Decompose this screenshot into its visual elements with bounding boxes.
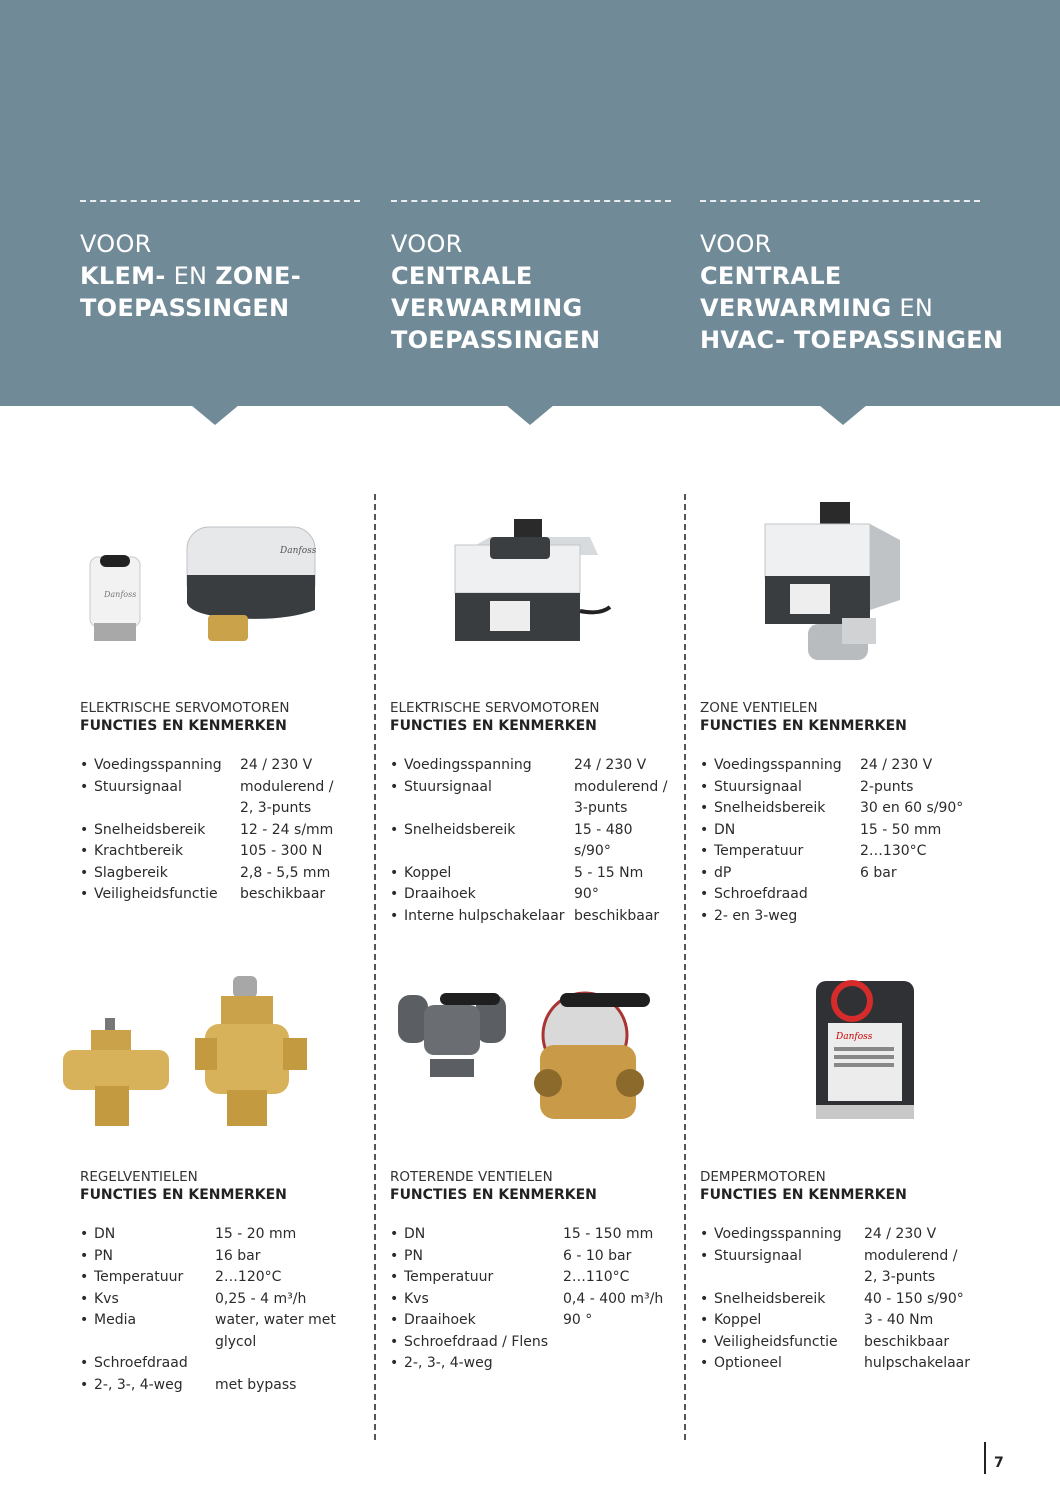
spec-label: Kvs — [94, 1290, 119, 1307]
spec-row — [80, 863, 360, 885]
spec-value: beschikbaar — [240, 886, 326, 902]
spec-list — [700, 755, 980, 927]
header-line — [391, 260, 671, 292]
rotary-servomotor-image — [450, 515, 620, 645]
header-column-hvac — [700, 200, 1004, 356]
dashed-rule — [391, 200, 671, 202]
header-line — [391, 228, 671, 260]
spec-value — [563, 1332, 670, 1354]
spec-value: 5 - 15 Nm — [574, 864, 644, 881]
bullet: • — [700, 1247, 709, 1264]
bullet: • — [700, 1355, 709, 1371]
column-divider-2 — [684, 494, 686, 1440]
spec-row — [700, 798, 980, 820]
spec-label: DN — [94, 1226, 116, 1242]
bullet: • — [700, 821, 709, 838]
bullet: • — [390, 886, 399, 902]
zone-valve-image — [760, 500, 920, 670]
product-category: REGELVENTIELEN — [80, 1169, 198, 1185]
spec-value: glycol — [215, 1333, 257, 1350]
bullet: • — [390, 1247, 399, 1264]
spec-label: Media — [94, 1312, 137, 1328]
features-heading: FUNCTIES EN KENMERKEN — [390, 718, 597, 734]
spec-value: beschikbaar — [864, 1333, 950, 1350]
spec-label: Schroefdraad — [714, 886, 808, 902]
dashed-rule — [700, 200, 980, 202]
spec-label: 2-, 3-, 4-weg — [94, 1376, 183, 1393]
spec-row — [700, 1289, 980, 1311]
header-word: KLEM- — [80, 262, 166, 290]
bullet: • — [390, 1333, 399, 1350]
spec-row — [390, 755, 670, 777]
dashed-rule — [80, 200, 360, 202]
bullet: • — [390, 907, 399, 924]
svg-text:Danfoss: Danfoss — [280, 546, 317, 556]
spec-list — [700, 1224, 980, 1375]
header-column-klem-zone — [80, 200, 360, 324]
spec-row — [80, 1353, 360, 1375]
bullet: • — [700, 1226, 709, 1242]
header-word: VOOR — [700, 230, 772, 258]
header-line — [80, 292, 360, 324]
spec-value: beschikbaar — [574, 907, 660, 924]
bullet: • — [80, 821, 89, 838]
spec-value: 2…130°C — [860, 843, 927, 859]
spec-row — [80, 1375, 360, 1397]
spec-label: Stuursignaal — [94, 778, 182, 795]
spec-row — [80, 1332, 360, 1354]
bullet: • — [80, 1355, 89, 1371]
spec-value: 30 en 60 s/90° — [860, 800, 964, 816]
features-heading: FUNCTIES EN KENMERKEN — [700, 1187, 907, 1203]
spec-label: Voedingsspanning — [404, 757, 532, 773]
bullet: • — [390, 1269, 399, 1285]
spec-row — [700, 1310, 980, 1332]
spec-value — [563, 1353, 670, 1375]
spec-label: Schroefdraad — [94, 1355, 188, 1371]
spec-label: Kvs — [404, 1290, 429, 1307]
spec-value: 6 bar — [860, 864, 897, 881]
spec-row — [390, 1289, 670, 1311]
bullet: • — [80, 1290, 89, 1307]
section-regelventielen — [80, 1169, 360, 1396]
spec-row — [700, 863, 980, 885]
bullet — [80, 1332, 94, 1354]
spec-row — [700, 820, 980, 842]
bullet: • — [80, 886, 89, 902]
header-word: HVAC- TOEPASSINGEN — [700, 326, 1004, 354]
spec-label: Slagbereik — [94, 864, 168, 881]
spec-list — [390, 755, 670, 927]
spec-label: PN — [404, 1247, 423, 1264]
bullet: • — [390, 1226, 399, 1242]
bullet: • — [700, 1290, 709, 1307]
spec-label: 2-, 3-, 4-weg — [404, 1355, 493, 1371]
header-word: EN — [891, 294, 934, 322]
spec-value: 12 - 24 s/mm — [240, 821, 334, 838]
brass-control-valves-image — [55, 970, 325, 1135]
spec-row — [80, 798, 360, 820]
column-divider-1 — [374, 494, 376, 1440]
spec-row — [700, 884, 980, 906]
header-word: VERWARMING — [391, 294, 583, 322]
header-word: CENTRALE — [700, 262, 842, 290]
spec-label: Snelheidsbereik — [714, 1290, 826, 1307]
spec-value: 2,8 - 5,5 mm — [240, 864, 331, 881]
spec-label: Temperatuur — [714, 843, 804, 859]
features-heading: FUNCTIES EN KENMERKEN — [390, 1187, 597, 1203]
header-line — [700, 228, 980, 260]
spec-value: 24 / 230 V — [240, 757, 313, 773]
header-heading — [700, 228, 1004, 356]
spec-label: Veiligheidsfunctie — [714, 1333, 838, 1350]
bullet: • — [700, 757, 709, 773]
bullet: • — [390, 1290, 399, 1307]
section-zone-ventielen — [700, 700, 980, 927]
bullet — [700, 1267, 714, 1289]
header-word: TOEPASSINGEN — [391, 326, 601, 354]
spec-row — [700, 755, 980, 777]
section-elektrische-servomotoren-2 — [390, 700, 670, 927]
spec-list — [80, 755, 360, 906]
spec-label — [94, 798, 240, 820]
features-heading: FUNCTIES EN KENMERKEN — [80, 1187, 287, 1203]
spec-row — [80, 1310, 360, 1332]
header-word: ZONE- — [215, 262, 301, 290]
spec-value: 40 - 150 s/90° — [864, 1290, 964, 1307]
spec-value: 3-punts — [574, 800, 628, 816]
bullet: • — [80, 1312, 89, 1328]
spec-row — [700, 777, 980, 799]
spec-value: modulerend / — [240, 778, 334, 795]
bullet: • — [80, 1269, 89, 1285]
spec-list — [390, 1224, 670, 1375]
bullet — [80, 798, 94, 820]
spec-row — [700, 1224, 980, 1246]
product-category: ZONE VENTIELEN — [700, 700, 818, 716]
spec-row — [390, 798, 670, 820]
spec-label: Optioneel — [714, 1355, 782, 1371]
product-category: ELEKTRISCHE SERVOMOTOREN — [390, 700, 600, 716]
section-dempermotoren — [700, 1169, 980, 1375]
spec-row — [390, 777, 670, 799]
bullet: • — [700, 800, 709, 816]
spec-row — [390, 906, 670, 928]
spec-label: 2- en 3-weg — [714, 907, 798, 924]
banner-notch-3 — [819, 405, 867, 425]
spec-label: Stuursignaal — [714, 1247, 802, 1264]
spec-label: Schroefdraad / Flens — [404, 1333, 549, 1350]
spec-row — [700, 841, 980, 863]
spec-row — [700, 906, 980, 928]
header-word: CENTRALE — [391, 262, 533, 290]
spec-row — [80, 755, 360, 777]
spec-row — [390, 884, 670, 906]
bullet: • — [700, 1333, 709, 1350]
spec-row — [80, 820, 360, 842]
spec-row — [700, 1332, 980, 1354]
bullet: • — [80, 864, 89, 881]
banner-notch-1 — [191, 405, 239, 425]
spec-label: Krachtbereik — [94, 843, 184, 859]
product-category: ELEKTRISCHE SERVOMOTOREN — [80, 700, 290, 716]
spec-value: modulerend / — [574, 778, 668, 795]
header-word: TOEPASSINGEN — [80, 294, 290, 322]
spec-row — [700, 1353, 980, 1375]
spec-value: hulpschakelaar — [864, 1355, 970, 1371]
rotary-valves-image — [390, 975, 660, 1125]
spec-row — [80, 777, 360, 799]
bullet: • — [80, 1247, 89, 1264]
spec-value: 24 / 230 V — [864, 1226, 937, 1242]
spec-label: Draaihoek — [404, 1312, 476, 1328]
bullet: • — [700, 843, 709, 859]
spec-value: 0,4 - 400 m³/h — [563, 1290, 664, 1307]
spec-value: 2, 3-punts — [240, 800, 312, 816]
spec-label: PN — [94, 1247, 113, 1264]
bullet: • — [80, 778, 89, 795]
spec-label: Voedingsspanning — [714, 757, 842, 773]
header-line — [391, 324, 671, 356]
bullet: • — [80, 1226, 89, 1242]
spec-row — [80, 1224, 360, 1246]
product-category: DEMPERMOTOREN — [700, 1169, 826, 1185]
spec-value: 2…120°C — [215, 1269, 282, 1285]
spec-value: 2-punts — [860, 778, 914, 795]
spec-value: 15 - 480 s/90° — [574, 821, 633, 859]
spec-value: 15 - 150 mm — [563, 1226, 654, 1242]
spec-row — [390, 1224, 670, 1246]
spec-value: 90° — [574, 886, 599, 902]
spec-value: met bypass — [215, 1376, 297, 1393]
features-heading: FUNCTIES EN KENMERKEN — [80, 718, 287, 734]
spec-value: 6 - 10 bar — [563, 1247, 632, 1264]
page-number-rule — [984, 1442, 986, 1474]
svg-text:Danfoss: Danfoss — [104, 590, 137, 599]
header-heading — [391, 228, 671, 356]
features-heading: FUNCTIES EN KENMERKEN — [700, 718, 907, 734]
spec-label: Koppel — [404, 864, 452, 881]
header-word: VOOR — [80, 230, 152, 258]
spec-label: Snelheidsbereik — [714, 800, 826, 816]
spec-value — [215, 1353, 360, 1375]
spec-label — [714, 1267, 864, 1289]
spec-list — [80, 1224, 360, 1396]
header-line — [80, 260, 360, 292]
spec-label: dP — [714, 864, 732, 881]
bullet: • — [390, 757, 399, 773]
damper-motor-image — [810, 975, 920, 1125]
spec-row — [390, 1267, 670, 1289]
header-line — [80, 228, 360, 260]
bullet: • — [700, 864, 709, 881]
bullet: • — [700, 778, 709, 795]
spec-value: 2…110°C — [563, 1269, 630, 1285]
bullet: • — [80, 1376, 89, 1393]
header-column-centrale-verwarming — [391, 200, 671, 356]
spec-value: 15 - 50 mm — [860, 821, 942, 838]
bullet: • — [80, 757, 89, 773]
header-word: VERWARMING — [700, 294, 892, 322]
bullet: • — [80, 843, 89, 859]
spec-value: 24 / 230 V — [574, 757, 647, 773]
spec-row — [390, 820, 670, 863]
spec-label: Voedingsspanning — [94, 757, 222, 773]
spec-label: Stuursignaal — [714, 778, 802, 795]
spec-label: Snelheidsbereik — [94, 821, 206, 838]
spec-row — [700, 1267, 980, 1289]
spec-value — [860, 906, 980, 928]
spec-value — [860, 884, 980, 906]
spec-label: DN — [404, 1226, 426, 1242]
spec-label: Draaihoek — [404, 886, 476, 902]
section-elektrische-servomotoren-1 — [80, 700, 360, 906]
spec-label — [94, 1332, 215, 1354]
header-line — [391, 292, 671, 324]
spec-label — [404, 798, 574, 820]
header-line — [700, 292, 980, 324]
spec-label: Interne hulpschakelaar — [404, 907, 565, 924]
bullet: • — [390, 821, 399, 838]
header-heading — [80, 228, 360, 324]
spec-value: 24 / 230 V — [860, 757, 933, 773]
spec-row — [80, 884, 360, 906]
spec-label: Voedingsspanning — [714, 1226, 842, 1242]
bullet: • — [700, 886, 709, 902]
spec-value: 3 - 40 Nm — [864, 1312, 934, 1328]
bullet: • — [390, 1355, 399, 1371]
spec-row — [80, 1289, 360, 1311]
spec-value: 105 - 300 N — [240, 843, 323, 859]
product-category: ROTERENDE VENTIELEN — [390, 1169, 553, 1185]
spec-row — [80, 1267, 360, 1289]
spec-value: water, water met — [215, 1312, 336, 1328]
spec-value: 15 - 20 mm — [215, 1226, 297, 1242]
spec-value: modulerend / — [864, 1247, 958, 1264]
bullet — [390, 798, 404, 820]
spec-row — [390, 1353, 670, 1375]
spec-row — [390, 1310, 670, 1332]
spec-label: Snelheidsbereik — [404, 821, 516, 838]
spec-label: Temperatuur — [404, 1269, 494, 1285]
spec-row — [390, 1246, 670, 1268]
spec-label: Veiligheidsfunctie — [94, 886, 218, 902]
spec-label: Stuursignaal — [404, 778, 492, 795]
spec-value: 90 ° — [563, 1312, 593, 1328]
section-roterende-ventielen — [390, 1169, 670, 1375]
spec-value: 0,25 - 4 m³/h — [215, 1290, 307, 1307]
page-number: 7 — [994, 1455, 1004, 1471]
svg-text:Danfoss: Danfoss — [836, 1032, 873, 1042]
spec-value: 16 bar — [215, 1247, 261, 1264]
spec-row — [80, 841, 360, 863]
spec-label: DN — [714, 821, 736, 838]
header-line — [700, 324, 1004, 356]
spec-label: Temperatuur — [94, 1269, 184, 1285]
bullet: • — [700, 1312, 709, 1328]
banner-notch-2 — [506, 405, 554, 425]
spec-value: 2, 3-punts — [864, 1269, 936, 1285]
bullet: • — [390, 1312, 399, 1328]
header-word: EN — [165, 262, 216, 290]
spec-row — [390, 863, 670, 885]
spec-label: Koppel — [714, 1312, 762, 1328]
spec-row — [700, 1246, 980, 1268]
header-word: VOOR — [391, 230, 463, 258]
bullet: • — [700, 907, 709, 924]
thermal-actuator-and-servomotor-image — [80, 515, 330, 645]
bullet: • — [390, 778, 399, 795]
header-line — [700, 260, 980, 292]
spec-row — [390, 1332, 670, 1354]
bullet: • — [390, 864, 399, 881]
spec-row — [80, 1246, 360, 1268]
